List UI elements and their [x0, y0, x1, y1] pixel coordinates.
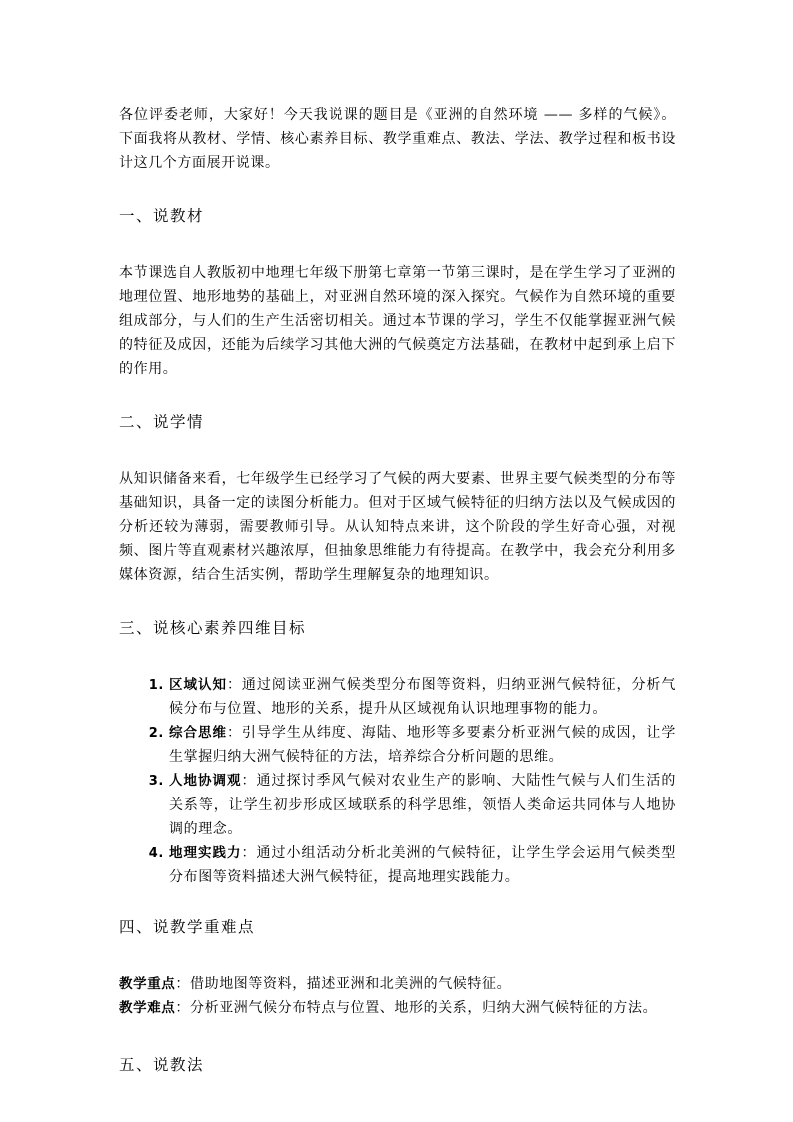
key-points-block: [119, 972, 676, 1020]
objective-term: 地理实践力: [169, 845, 242, 861]
section-heading-key-points: 四、说教学重难点: [119, 918, 256, 936]
objective-term: 区域认知: [169, 677, 227, 693]
objective-term: 人地协调观: [169, 773, 242, 789]
list-item: [169, 673, 676, 721]
objective-term: 综合思维: [169, 725, 227, 741]
key-point-term: 教学重点: [119, 976, 176, 992]
list-item: [169, 841, 676, 889]
section-heading-objectives: 三、说核心素养四维目标: [119, 619, 307, 637]
objectives-list: [119, 673, 676, 889]
difficulty-term: 教学难点: [119, 1000, 176, 1016]
document-page: [119, 103, 676, 1077]
intro-paragraph: 各位评委老师，大家好！今天我说课的题目是《亚洲的自然环境 —— 多样的气候》。下面我将从教材、学情、核心素养目标、教学重难点、教法、学法、教学过程和板书设计这几个方面展开说课。: [119, 107, 676, 171]
section-heading-students: 二、说学情: [119, 413, 205, 431]
section-heading-teaching-methods: 五、说教法: [119, 1056, 205, 1074]
objective-text: ：引导学生从纬度、海陆、地形等多要素分析亚洲气候的成因，让学生掌握归纳大洲气候特征的方法，培养综合分析问题的思维。: [169, 725, 677, 765]
key-point-text: ：借助地图等资料，描述亚洲和北美洲的气候特征。: [175, 976, 512, 992]
objective-text: ：通过探讨季风气候对农业生产的影响、大陆性气候与人们生活的关系等，让学生初步形成区域联系的科学思维，领悟人类命运共同体与人地协调的理念。: [169, 773, 676, 837]
objective-text: ：通过阅读亚洲气候类型分布图等资料，归纳亚洲气候特征，分析气候分布与位置、地形的关系，提升从区域视角认识地理事物的能力。: [169, 677, 677, 717]
key-point-paragraph: [119, 972, 676, 996]
difficulty-text: ：分析亚洲气候分布特点与位置、地形的关系，归纳大洲气候特征的方法。: [175, 1000, 658, 1016]
students-paragraph: 从知识储备来看，七年级学生已经学习了气候的两大要素、世界主要气候类型的分布等基础知识，具备一定的读图分析能力。但对于区域气候特征的归纳方法以及气候成因的分析还较为薄弱，需要教师引导。从认知特点来讲，这个阶段的学生好奇心强，对视频、图片等直观素材兴趣浓厚，但抽象思维能力有待提高。在教学中，我会充分利用多媒体资源，结合生活实例，帮助学生理解复杂的地理知识。: [119, 471, 676, 583]
list-item: [169, 769, 676, 841]
difficulty-paragraph: [119, 996, 676, 1020]
objective-text: ：通过小组活动分析北美洲的气候特征，让学生学会运用气候类型分布图等资料描述大洲气候特征，提高地理实践能力。: [169, 845, 676, 885]
textbook-paragraph: 本节课选自人教版初中地理七年级下册第七章第一节第三课时，是在学生学习了亚洲的地理位置、地形地势的基础上，对亚洲自然环境的深入探究。气候作为自然环境的重要组成部分，与人们的生产生活密切相关。通过本节课的学习，学生不仅能掌握亚洲气候的特征及成因，还能为后续学习其他大洲的气候奠定方法基础，在教材中起到承上启下的作用。: [119, 265, 676, 377]
list-item: [169, 721, 676, 769]
section-heading-textbook: 一、说教材: [119, 207, 205, 225]
